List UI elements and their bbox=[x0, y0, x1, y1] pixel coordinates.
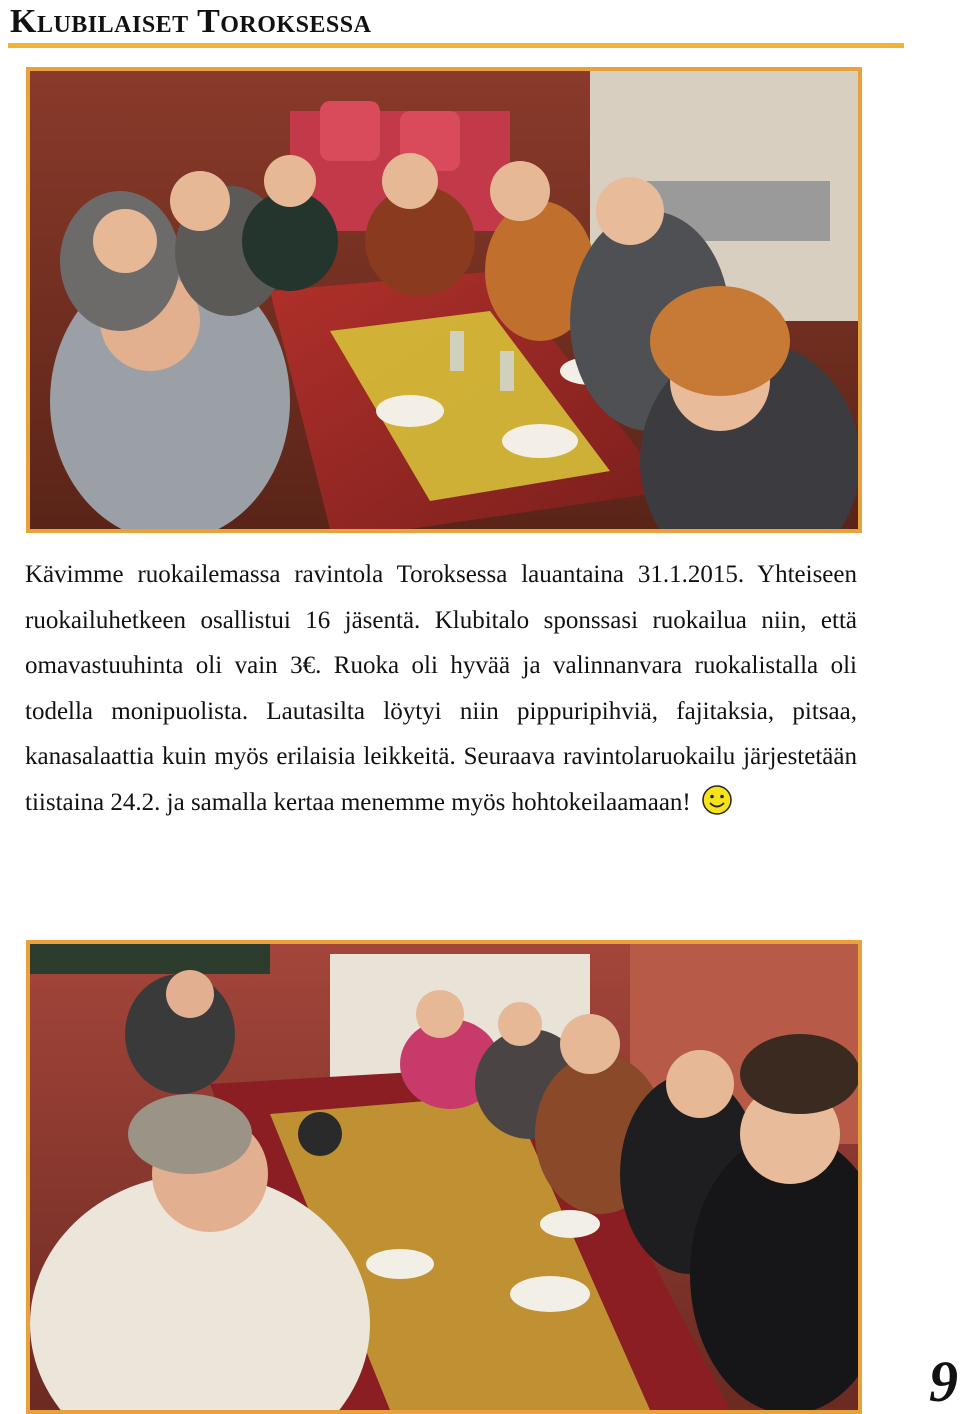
restaurant-photo-2 bbox=[26, 940, 862, 1414]
article-text: Kävimme ruokailemassa ravintola Toroksessa lauantaina 31.1.2015. Yhteiseen ruokailuhetkeen osallistui 16 jäsentä. Klubitalo sponssasi ruokailua niin, että omavastuuhinta oli vain 3€. Ruoka oli hyvää ja valinnanvara ruokalistalla oli todella monipuolista. Lautasilta löytyi niin pippuripihviä, fajitaksia, pitsaa, kanasalaattia kuin myös erilaisia leikkeitä. Seuraava ravintolaruokailu järjestetään tiistaina 24.2. ja samalla kertaa menemme myös hohtokeilaamaan! bbox=[25, 561, 857, 816]
article-heading: Klubilaiset Toroksessa bbox=[10, 3, 372, 40]
restaurant-photo-1 bbox=[26, 67, 862, 533]
heading-underline bbox=[8, 43, 904, 48]
photo-2-illustration bbox=[30, 944, 858, 1410]
smiley-icon bbox=[701, 784, 733, 816]
page-number: 9 bbox=[929, 1349, 958, 1414]
article-body bbox=[25, 552, 857, 825]
photo-1-illustration bbox=[30, 71, 858, 529]
